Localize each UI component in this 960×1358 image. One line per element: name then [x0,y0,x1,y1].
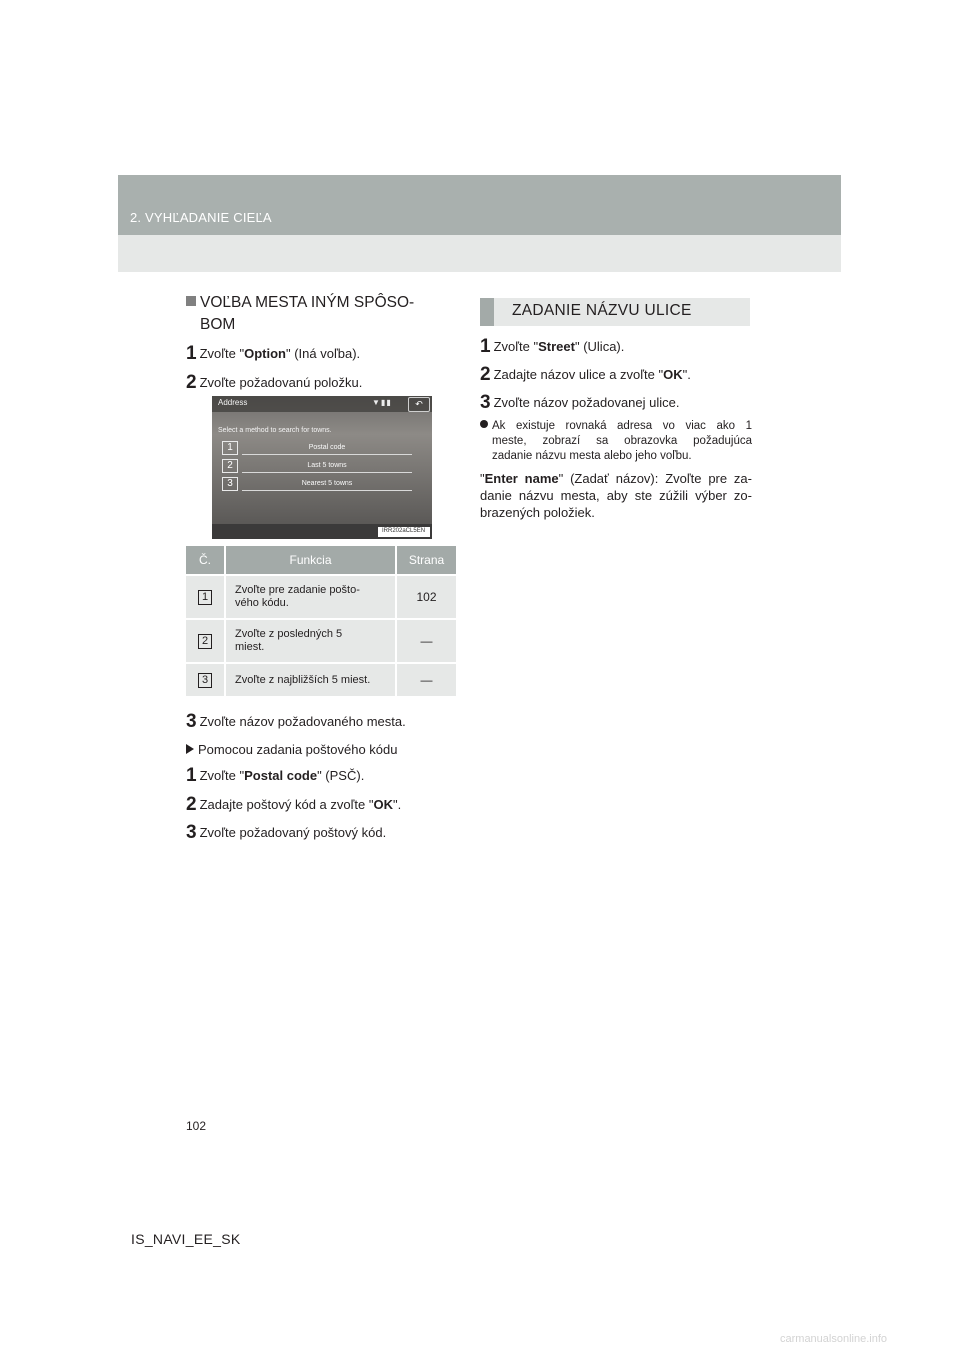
nearest-5-towns-button[interactable]: Nearest 5 towns [242,478,412,491]
screenshot-number-2: 2 [222,459,238,473]
page-number: 102 [186,1119,207,1133]
step-bold: OK [373,797,393,812]
header-subband [118,235,841,272]
step-bold: Postal code [244,768,318,783]
para-text: " (Zadať názov): Zvoľte pre za- [558,471,752,486]
table-cell-num [186,619,225,663]
section-title-line1: VOĽBA MESTA INÝM SPÔSO- [200,294,415,311]
bullet-dot-icon [480,420,488,428]
back-arrow-icon[interactable]: ↶ [408,397,430,412]
step-number: 3 [480,392,491,413]
table-cell-page: — [396,619,456,663]
step-number: 1 [480,336,491,357]
step-text: Zvoľte názov požadovanej ulice. [493,395,680,410]
para-bold: Enter name [484,471,559,486]
table-cell-page: — [396,663,456,696]
para-line: brazených položiek. [480,505,595,520]
screenshot-number-3: 3 [222,477,238,491]
subhead-text: Pomocou zadania poštového kódu [198,742,398,757]
row-number-box: 1 [198,590,212,605]
note-line: Ak existuje rovnaká adresa vo viac ako 1 [492,420,752,432]
function-text: miest. [235,641,265,653]
table-cell-function [225,575,396,619]
step-text: Zvoľte požadovaný poštový kód. [199,825,387,840]
sub-step-3-select-postal [186,822,386,844]
step-2-select-item [186,372,362,394]
note-line: zadanie názvu mesta alebo jeho voľbu. [492,450,692,462]
section-title-line2: BOM [200,316,236,333]
step-text: " (PSČ). [317,768,365,783]
doc-code: IS_NAVI_EE_SK [131,1231,241,1247]
table-row [186,575,456,619]
step-text: " (Ulica). [574,339,625,354]
enter-name-paragraph: "Enter name" (Zadať názov): Zvoľte pre za- danie názvu mesta, aby ste zúžili výber zo- brazených položiek. [480,471,752,520]
step-1-option [186,343,360,365]
step-text: Zvoľte " [199,768,245,783]
sub-step-2-enter-postal [186,794,401,816]
header-band [118,175,841,235]
step-text: Zvoľte požadovanú položku. [199,375,363,390]
table-header: Strana [396,546,456,575]
screenshot-number-1: 1 [222,441,238,455]
step-bold: Option [244,346,286,361]
table-header-row [186,546,456,575]
step-text: Zvoľte " [199,346,245,361]
screenshot-prompt: Select a method to search for towns. [218,427,332,434]
watermark: carmanualsonline.info [780,1333,888,1345]
function-text: Zvoľte pre zadanie pošto- [235,584,360,596]
square-bullet-icon [186,296,196,306]
table-cell-num [186,575,225,619]
function-text: Zvoľte z najbližších 5 miest. [235,673,371,686]
step-bold: OK [663,367,683,382]
step-text: Zvoľte " [493,339,539,354]
postal-code-button[interactable]: Postal code [242,442,412,455]
step-bold: Street [538,339,575,354]
step-number: 2 [480,364,491,385]
street-step-1 [480,336,624,358]
step-text: " (Iná voľba). [286,346,361,361]
row-number-box: 3 [198,673,212,688]
table-row [186,619,456,663]
function-table [186,546,456,696]
street-step-2 [480,364,691,386]
screenshot-title: Address [218,398,248,407]
table-cell-function [225,663,396,696]
para-line: danie názvu mesta, aby ste zúžili výber zo- [480,488,752,503]
step-number: 3 [186,711,197,732]
street-step-3 [480,392,679,414]
table-cell-page: 102 [396,575,456,619]
step-text: Zvoľte názov požadovaného mesta. [199,714,406,729]
sub-step-1-postal-code [186,765,364,787]
step-text: ". [682,367,691,382]
step-number: 2 [186,794,197,815]
subhead-postal [186,742,397,757]
image-code: IRR202aCL5EN [382,528,426,534]
table-header: Funkcia [225,546,396,575]
table-cell-num [186,663,225,696]
chapter-title: 2. VYHĽADANIE CIEĽA [130,210,272,225]
step-number: 1 [186,343,197,364]
step-text: ". [392,797,402,812]
last-5-towns-button[interactable]: Last 5 towns [242,460,412,473]
note-same-address [480,419,752,464]
section-title-text: ZADANIE NÁZVU ULICE [512,302,692,319]
step-number: 3 [186,822,197,843]
section-title-street [480,298,750,326]
table-row [186,663,456,696]
step-number: 2 [186,372,197,393]
step-text: Zadajte názov ulice a zvoľte " [493,367,664,382]
note-line: meste, zobrazí sa obrazovka požadujúca [492,435,752,447]
function-text: Zvoľte z posledných 5 [235,628,343,640]
step-text: Zadajte poštový kód a zvoľte " [199,797,374,812]
table-header: Č. [186,546,225,575]
step-3-select-city [186,711,406,733]
screenshot-address [212,396,432,539]
section-title-city-other [186,292,448,336]
function-text: vého kódu. [235,597,289,609]
triangle-bullet-icon [186,744,194,754]
step-number: 1 [186,765,197,786]
signal-status-icon: ▼▮▮ [372,398,392,407]
row-number-box: 2 [198,634,212,649]
table-cell-function [225,619,396,663]
section-marker [480,298,494,326]
